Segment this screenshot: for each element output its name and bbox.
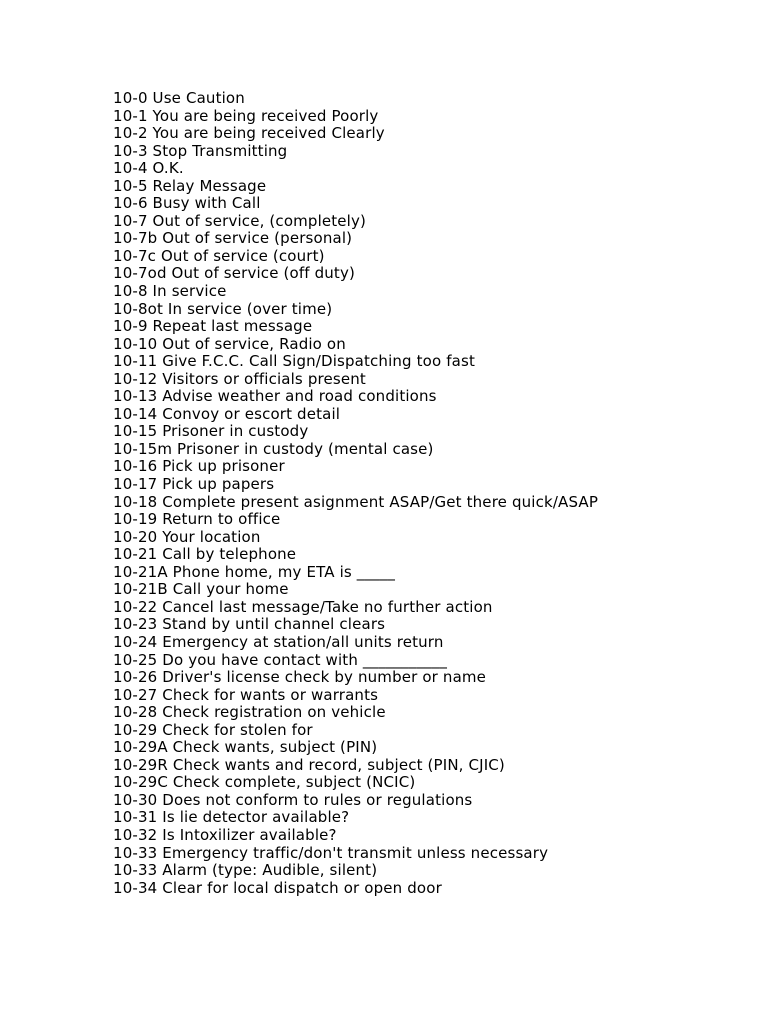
code-line: 10-8 In service <box>113 282 227 301</box>
code-line: 10-7c Out of service (court) <box>113 246 325 265</box>
code-line: 10-33 Alarm (type: Audible, silent) <box>113 861 378 880</box>
code-line: 10-1 You are being received Poorly <box>113 106 379 125</box>
code-line: 10-26 Driver's license check by number or name <box>113 668 487 687</box>
code-line: 10-9 Repeat last message <box>113 317 313 336</box>
code-line: 10-34 Clear for local dispatch or open door <box>113 878 442 897</box>
code-line: 10-29A Check wants, subject (PIN) <box>113 738 378 757</box>
code-line: 10-14 Convoy or escort detail <box>113 404 341 423</box>
code-line: 10-19 Return to office <box>113 510 281 529</box>
code-line: 10-5 Relay Message <box>113 176 267 195</box>
code-line: 10-18 Complete present asignment ASAP/Get there quick/ASAP <box>113 492 599 511</box>
code-line: 10-10 Out of service, Radio on <box>113 334 346 353</box>
code-line: 10-32 Is Intoxilizer available? <box>113 825 337 844</box>
code-line: 10-13 Advise weather and road conditions <box>113 387 437 406</box>
code-line: 10-22 Cancel last message/Take no further action <box>113 597 493 616</box>
code-line: 10-7 Out of service, (completely) <box>113 211 367 230</box>
code-line: 10-7b Out of service (personal) <box>113 229 353 248</box>
code-line: 10-0 Use Caution <box>113 89 245 107</box>
code-line: 10-4 O.K. <box>113 159 184 178</box>
code-line: 10-21 Call by telephone <box>113 545 297 564</box>
code-line: 10-24 Emergency at station/all units return <box>113 632 444 651</box>
code-line: 10-29 Check for stolen for <box>113 720 313 739</box>
code-line: 10-29C Check complete, subject (NCIC) <box>113 773 416 792</box>
code-line: 10-15m Prisoner in custody (mental case) <box>113 439 434 458</box>
code-line: 10-30 Does not conform to rules or regulations <box>113 790 473 809</box>
code-line: 10-7od Out of service (off duty) <box>113 264 355 283</box>
code-line: 10-29R Check wants and record, subject (PIN, CJIC) <box>113 755 505 774</box>
code-line: 10-2 You are being received Clearly <box>113 124 385 143</box>
code-line: 10-25 Do you have contact with ___________ <box>113 650 448 669</box>
code-line: 10-3 Stop Transmitting <box>113 141 288 160</box>
code-line: 10-28 Check registration on vehicle <box>113 703 386 722</box>
code-line: 10-12 Visitors or officials present <box>113 369 366 388</box>
ten-code-list <box>113 90 598 897</box>
code-line: 10-21A Phone home, my ETA is _____ <box>113 562 396 581</box>
code-line: 10-20 Your location <box>113 527 261 546</box>
code-line: 10-27 Check for wants or warrants <box>113 685 379 704</box>
code-line: 10-21B Call your home <box>113 580 289 599</box>
code-line: 10-17 Pick up papers <box>113 475 275 494</box>
code-line: 10-11 Give F.C.C. Call Sign/Dispatching too fast <box>113 352 476 371</box>
code-line: 10-31 Is lie detector available? <box>113 808 350 827</box>
code-line: 10-33 Emergency traffic/don't transmit unless necessary <box>113 843 549 862</box>
code-line: 10-15 Prisoner in custody <box>113 422 309 441</box>
code-line: 10-23 Stand by until channel clears <box>113 615 386 634</box>
code-line: 10-16 Pick up prisoner <box>113 457 285 476</box>
code-line: 10-8ot In service (over time) <box>113 299 333 318</box>
code-line: 10-6 Busy with Call <box>113 194 261 213</box>
